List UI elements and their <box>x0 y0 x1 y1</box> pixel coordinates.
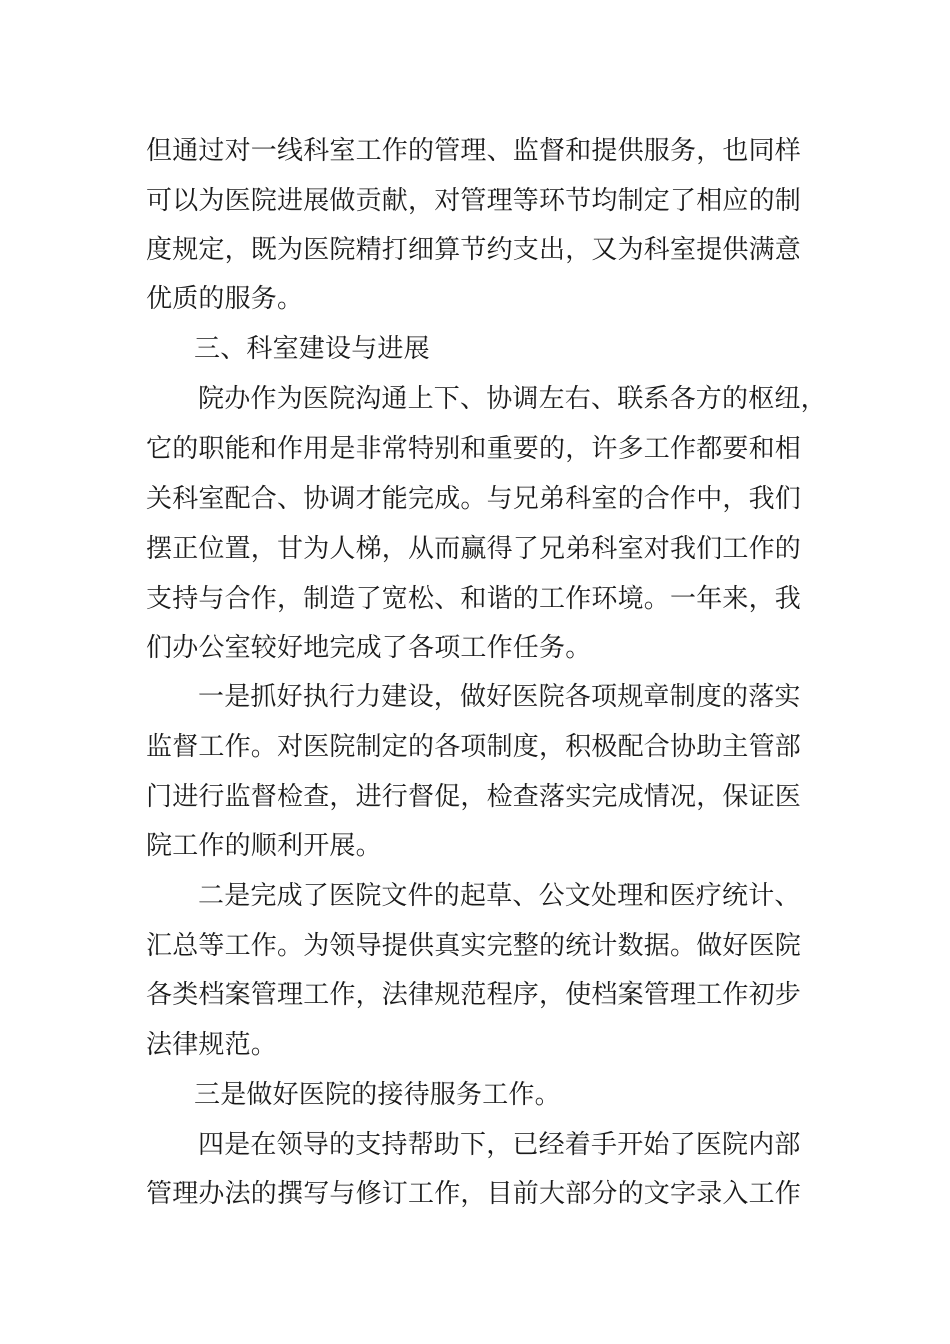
paragraph-line: 三是做好医院的接待服务工作。 <box>194 1080 561 1110</box>
paragraph-line: 各类档案管理工作，法律规范程序，使档案管理工作初步 <box>146 980 802 1010</box>
paragraph-line: 但通过对一线科室工作的管理、监督和提供服务，也同样 <box>146 136 802 166</box>
paragraph-line: 们办公室较好地完成了各项工作任务。 <box>146 633 592 663</box>
paragraph-line: 一是抓好执行力建设，做好医院各项规章制度的落实 <box>198 682 801 712</box>
paragraph-line: 可以为医院进展做贡献，对管理等环节均制定了相应的制 <box>146 186 802 216</box>
paragraph-line: 四是在领导的支持帮助下，已经着手开始了医院内部 <box>198 1130 801 1160</box>
paragraph-line: 监督工作。对医院制定的各项制度，积极配合协助主管部 <box>146 732 802 762</box>
paragraph-line: 它的职能和作用是非常特别和重要的，许多工作都要和相 <box>146 434 802 464</box>
paragraph-line: 关科室配合、协调才能完成。与兄弟科室的合作中，我们 <box>146 484 802 514</box>
paragraph-line: 管理办法的撰写与修订工作，目前大部分的文字录入工作 <box>146 1179 802 1209</box>
paragraph-line: 优质的服务。 <box>146 284 304 314</box>
paragraph-line: 摆正位置，甘为人梯，从而赢得了兄弟科室对我们工作的 <box>146 534 802 564</box>
paragraph-line: 门进行监督检查，进行督促，检查落实完成情况，保证医 <box>146 782 802 812</box>
paragraph-line: 法律规范。 <box>146 1030 278 1060</box>
paragraph-line: 度规定，既为医院精打细算节约支出，又为科室提供满意 <box>146 235 802 265</box>
paragraph-line: 支持与合作，制造了宽松、和谐的工作环境。一年来，我 <box>146 584 802 614</box>
paragraph-line: 院办作为医院沟通上下、协调左右、联系各方的枢纽， <box>198 384 827 414</box>
section-heading: 三、科室建设与进展 <box>194 334 430 364</box>
paragraph-line: 院工作的顺利开展。 <box>146 831 382 861</box>
paragraph-line: 汇总等工作。为领导提供真实完整的统计数据。做好医院 <box>146 931 802 961</box>
paragraph-line: 二是完成了医院文件的起草、公文处理和医疗统计、 <box>198 881 801 911</box>
